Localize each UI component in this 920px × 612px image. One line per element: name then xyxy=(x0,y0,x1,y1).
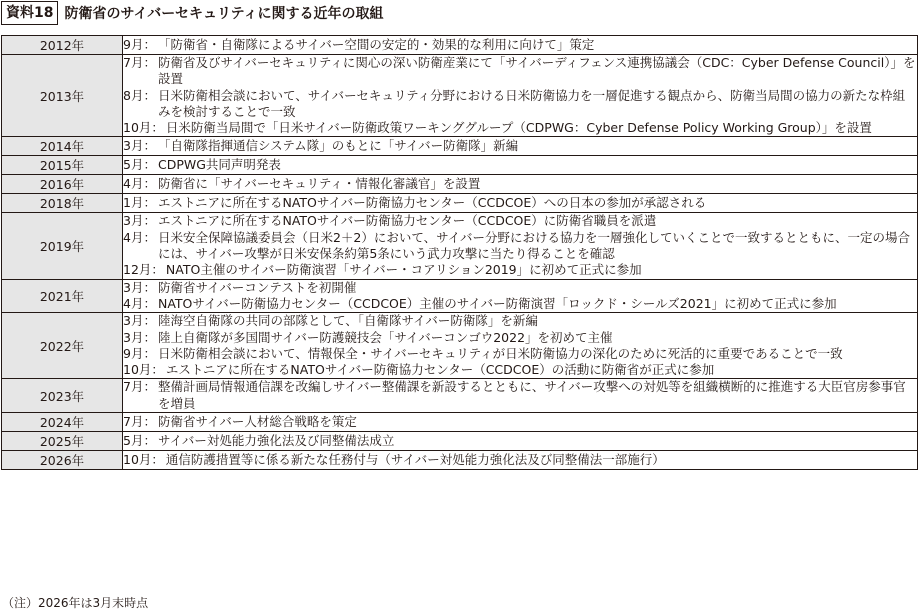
event-month: 9月 xyxy=(123,36,144,52)
event-text: サイバー対処能力強化法及び同整備法成立 xyxy=(157,432,395,448)
month-separator: ： xyxy=(143,295,156,311)
events-cell xyxy=(123,213,918,279)
timeline-row xyxy=(2,432,918,451)
year-cell: 2022年 xyxy=(2,313,123,379)
month-separator: ： xyxy=(143,195,156,211)
month-separator: ： xyxy=(143,379,156,395)
event-text: 日米防衛相会談において、情報保全・サイバーセキュリティが日米防衛協力の深化のために死活的に重要であることで一致 xyxy=(157,345,843,361)
event-month: 1月 xyxy=(123,195,144,211)
month-separator: ： xyxy=(143,138,156,154)
month-separator: ： xyxy=(143,279,156,295)
month-separator: ： xyxy=(151,120,164,136)
event-month: 5月 xyxy=(123,157,144,173)
event-entry xyxy=(123,296,917,312)
month-separator: ： xyxy=(143,432,156,448)
timeline-row xyxy=(2,413,918,432)
event-text: エストニアに所在するNATOサイバー防衛協力センター（CCDCOE）への日本の参加が承認される xyxy=(157,195,707,211)
year-cell: 2025年 xyxy=(2,432,123,451)
events-cell xyxy=(123,379,918,413)
timeline-row xyxy=(2,451,918,470)
footnote: （注）2026年は3月末時点 xyxy=(2,596,149,610)
year-cell: 2026年 xyxy=(2,451,123,470)
event-month: 7月 xyxy=(123,379,144,395)
figure-header xyxy=(0,0,920,26)
event-text: 防衛省サイバーコンテストを初開催 xyxy=(157,279,357,295)
event-entry xyxy=(123,195,917,211)
event-text: 防衛省サイバー人材総合戦略を策定 xyxy=(157,413,357,429)
event-entry xyxy=(123,330,917,346)
event-entry xyxy=(123,213,917,229)
timeline-table-body xyxy=(2,36,918,470)
event-month: 3月 xyxy=(123,313,144,329)
year-cell: 2015年 xyxy=(2,156,123,175)
event-text: 防衛省及びサイバーセキュリティに関心の深い防衛産業にて「サイバーディフェンス連携協議会（CDC：Cyber Defense Council）」を設置 xyxy=(157,55,916,87)
event-text: 防衛省に「サイバーセキュリティ・情報化審議官」を設置 xyxy=(157,176,481,192)
event-entry xyxy=(123,88,917,121)
timeline-row xyxy=(2,36,918,55)
events-cell xyxy=(123,36,918,55)
timeline-row xyxy=(2,379,918,413)
month-separator: ： xyxy=(143,55,156,70)
events-cell xyxy=(123,156,918,175)
event-text: 日米防衛当局間で「日米サイバー防衛政策ワーキンググループ（CDPWG：Cyber Defense Policy Working Group）」を設置 xyxy=(165,120,872,136)
year-cell: 2024年 xyxy=(2,413,123,432)
month-separator: ： xyxy=(143,313,156,329)
month-separator: ： xyxy=(143,157,156,173)
year-cell: 2016年 xyxy=(2,175,123,194)
event-month: 3月 xyxy=(123,213,144,229)
year-cell: 2012年 xyxy=(2,36,123,55)
month-separator: ： xyxy=(151,451,164,467)
event-entry xyxy=(123,262,917,278)
event-entry xyxy=(123,230,917,263)
event-text: 通信防護措置等に係る新たな任務付与（サイバー対処能力強化法及び同整備法一部施行） xyxy=(165,451,665,467)
event-text: 陸海空自衛隊の共同の部隊として、「自衛隊サイバー防衛隊」を新編 xyxy=(157,313,538,329)
month-separator: ： xyxy=(143,36,156,52)
month-separator: ： xyxy=(143,87,156,103)
year-cell: 2013年 xyxy=(2,55,123,137)
events-cell xyxy=(123,413,918,432)
event-entry xyxy=(123,379,917,412)
event-entry xyxy=(123,362,917,378)
event-month: 10月 xyxy=(123,120,152,136)
year-cell: 2023年 xyxy=(2,379,123,413)
event-month: 3月 xyxy=(123,279,144,295)
event-entry xyxy=(123,280,917,296)
event-entry xyxy=(123,176,917,192)
event-month: 5月 xyxy=(123,432,144,448)
event-month: 12月 xyxy=(123,262,152,278)
events-cell xyxy=(123,137,918,156)
event-text: NATO主催のサイバー防衛演習「サイバー・コアリション2019」に初めて正式に参加 xyxy=(165,262,642,278)
event-entry xyxy=(123,37,917,53)
event-month: 9月 xyxy=(123,345,144,361)
figure-label: 資料18 xyxy=(1,1,58,25)
month-separator: ： xyxy=(151,262,164,278)
timeline-row xyxy=(2,156,918,175)
events-cell xyxy=(123,175,918,194)
year-cell: 2014年 xyxy=(2,137,123,156)
timeline-row xyxy=(2,175,918,194)
event-text: 整備計画局情報通信課を改編しサイバー整備課を新設するとともに、サイバー攻撃への対処等を組織横断的に推進する大臣官房参事官を増員 xyxy=(157,379,906,411)
month-separator: ： xyxy=(143,413,156,429)
event-text: CDPWG共同声明発表 xyxy=(157,157,281,173)
event-month: 10月 xyxy=(123,451,152,467)
event-month: 7月 xyxy=(123,413,144,429)
event-month: 4月 xyxy=(123,295,144,311)
event-text: 陸上自衛隊が多国間サイバー防護競技会「サイバーコンゴウ2022」を初めて主催 xyxy=(157,329,613,345)
event-month: 8月 xyxy=(123,87,144,103)
event-text: 日米防衛相会談において、サイバーセキュリティ分野における日米防衛協力を一層促進する観点から、防衛当局間の協力の新たな枠組みを検討することで一致 xyxy=(157,87,906,119)
event-month: 10月 xyxy=(123,362,152,378)
year-cell: 2021年 xyxy=(2,279,123,313)
year-cell: 2019年 xyxy=(2,213,123,279)
event-month: 4月 xyxy=(123,229,144,245)
event-month: 3月 xyxy=(123,138,144,154)
month-separator: ： xyxy=(151,362,164,378)
timeline-table xyxy=(1,35,918,470)
year-cell: 2018年 xyxy=(2,194,123,213)
events-cell xyxy=(123,279,918,313)
events-cell xyxy=(123,55,918,137)
event-entry xyxy=(123,157,917,173)
event-entry xyxy=(123,433,917,449)
timeline-row xyxy=(2,279,918,313)
month-separator: ： xyxy=(143,213,156,229)
timeline-row xyxy=(2,313,918,379)
timeline-row xyxy=(2,213,918,279)
timeline-row xyxy=(2,55,918,137)
events-cell xyxy=(123,451,918,470)
events-cell xyxy=(123,194,918,213)
events-cell xyxy=(123,313,918,379)
event-text: 「自衛隊指揮通信システム隊」のもとに「サイバー防衛隊」新編 xyxy=(157,138,519,154)
event-month: 3月 xyxy=(123,329,144,345)
month-separator: ： xyxy=(143,329,156,345)
event-text: NATOサイバー防衛協力センター（CCDCOE）主催のサイバー防衛演習「ロックド・シールズ2021」に初めて正式に参加 xyxy=(157,295,837,311)
figure-title: 防衛省のサイバーセキュリティに関する近年の取組 xyxy=(64,6,384,22)
month-separator: ： xyxy=(143,345,156,361)
event-month: 7月 xyxy=(123,55,144,70)
event-entry xyxy=(123,55,917,88)
month-separator: ： xyxy=(143,229,156,245)
timeline-row xyxy=(2,194,918,213)
event-entry xyxy=(123,414,917,430)
event-text: エストニアに所在するNATOサイバー防衛協力センター（CCDCOE）の活動に防衛省が正式に参加 xyxy=(165,362,715,378)
event-entry xyxy=(123,138,917,154)
event-text: 「防衛省・自衛隊によるサイバー空間の安定的・効果的な利用に向けて」策定 xyxy=(157,36,595,52)
event-entry xyxy=(123,346,917,362)
event-text: エストニアに所在するNATOサイバー防衛協力センター（CCDCOE）に防衛省職員を派遣 xyxy=(157,213,657,229)
event-entry xyxy=(123,120,917,136)
events-cell xyxy=(123,432,918,451)
event-month: 4月 xyxy=(123,176,144,192)
event-entry xyxy=(123,452,917,468)
timeline-row xyxy=(2,137,918,156)
event-entry xyxy=(123,313,917,329)
month-separator: ： xyxy=(143,176,156,192)
event-text: 日米安全保障協議委員会（日米2＋2）において、サイバー分野における協力を一層強化していくことで一致するとともに、一定の場合には、サイバー攻撃が日米安保条約第5条にいう武力攻撃に当たり得ることを確認 xyxy=(157,229,911,262)
